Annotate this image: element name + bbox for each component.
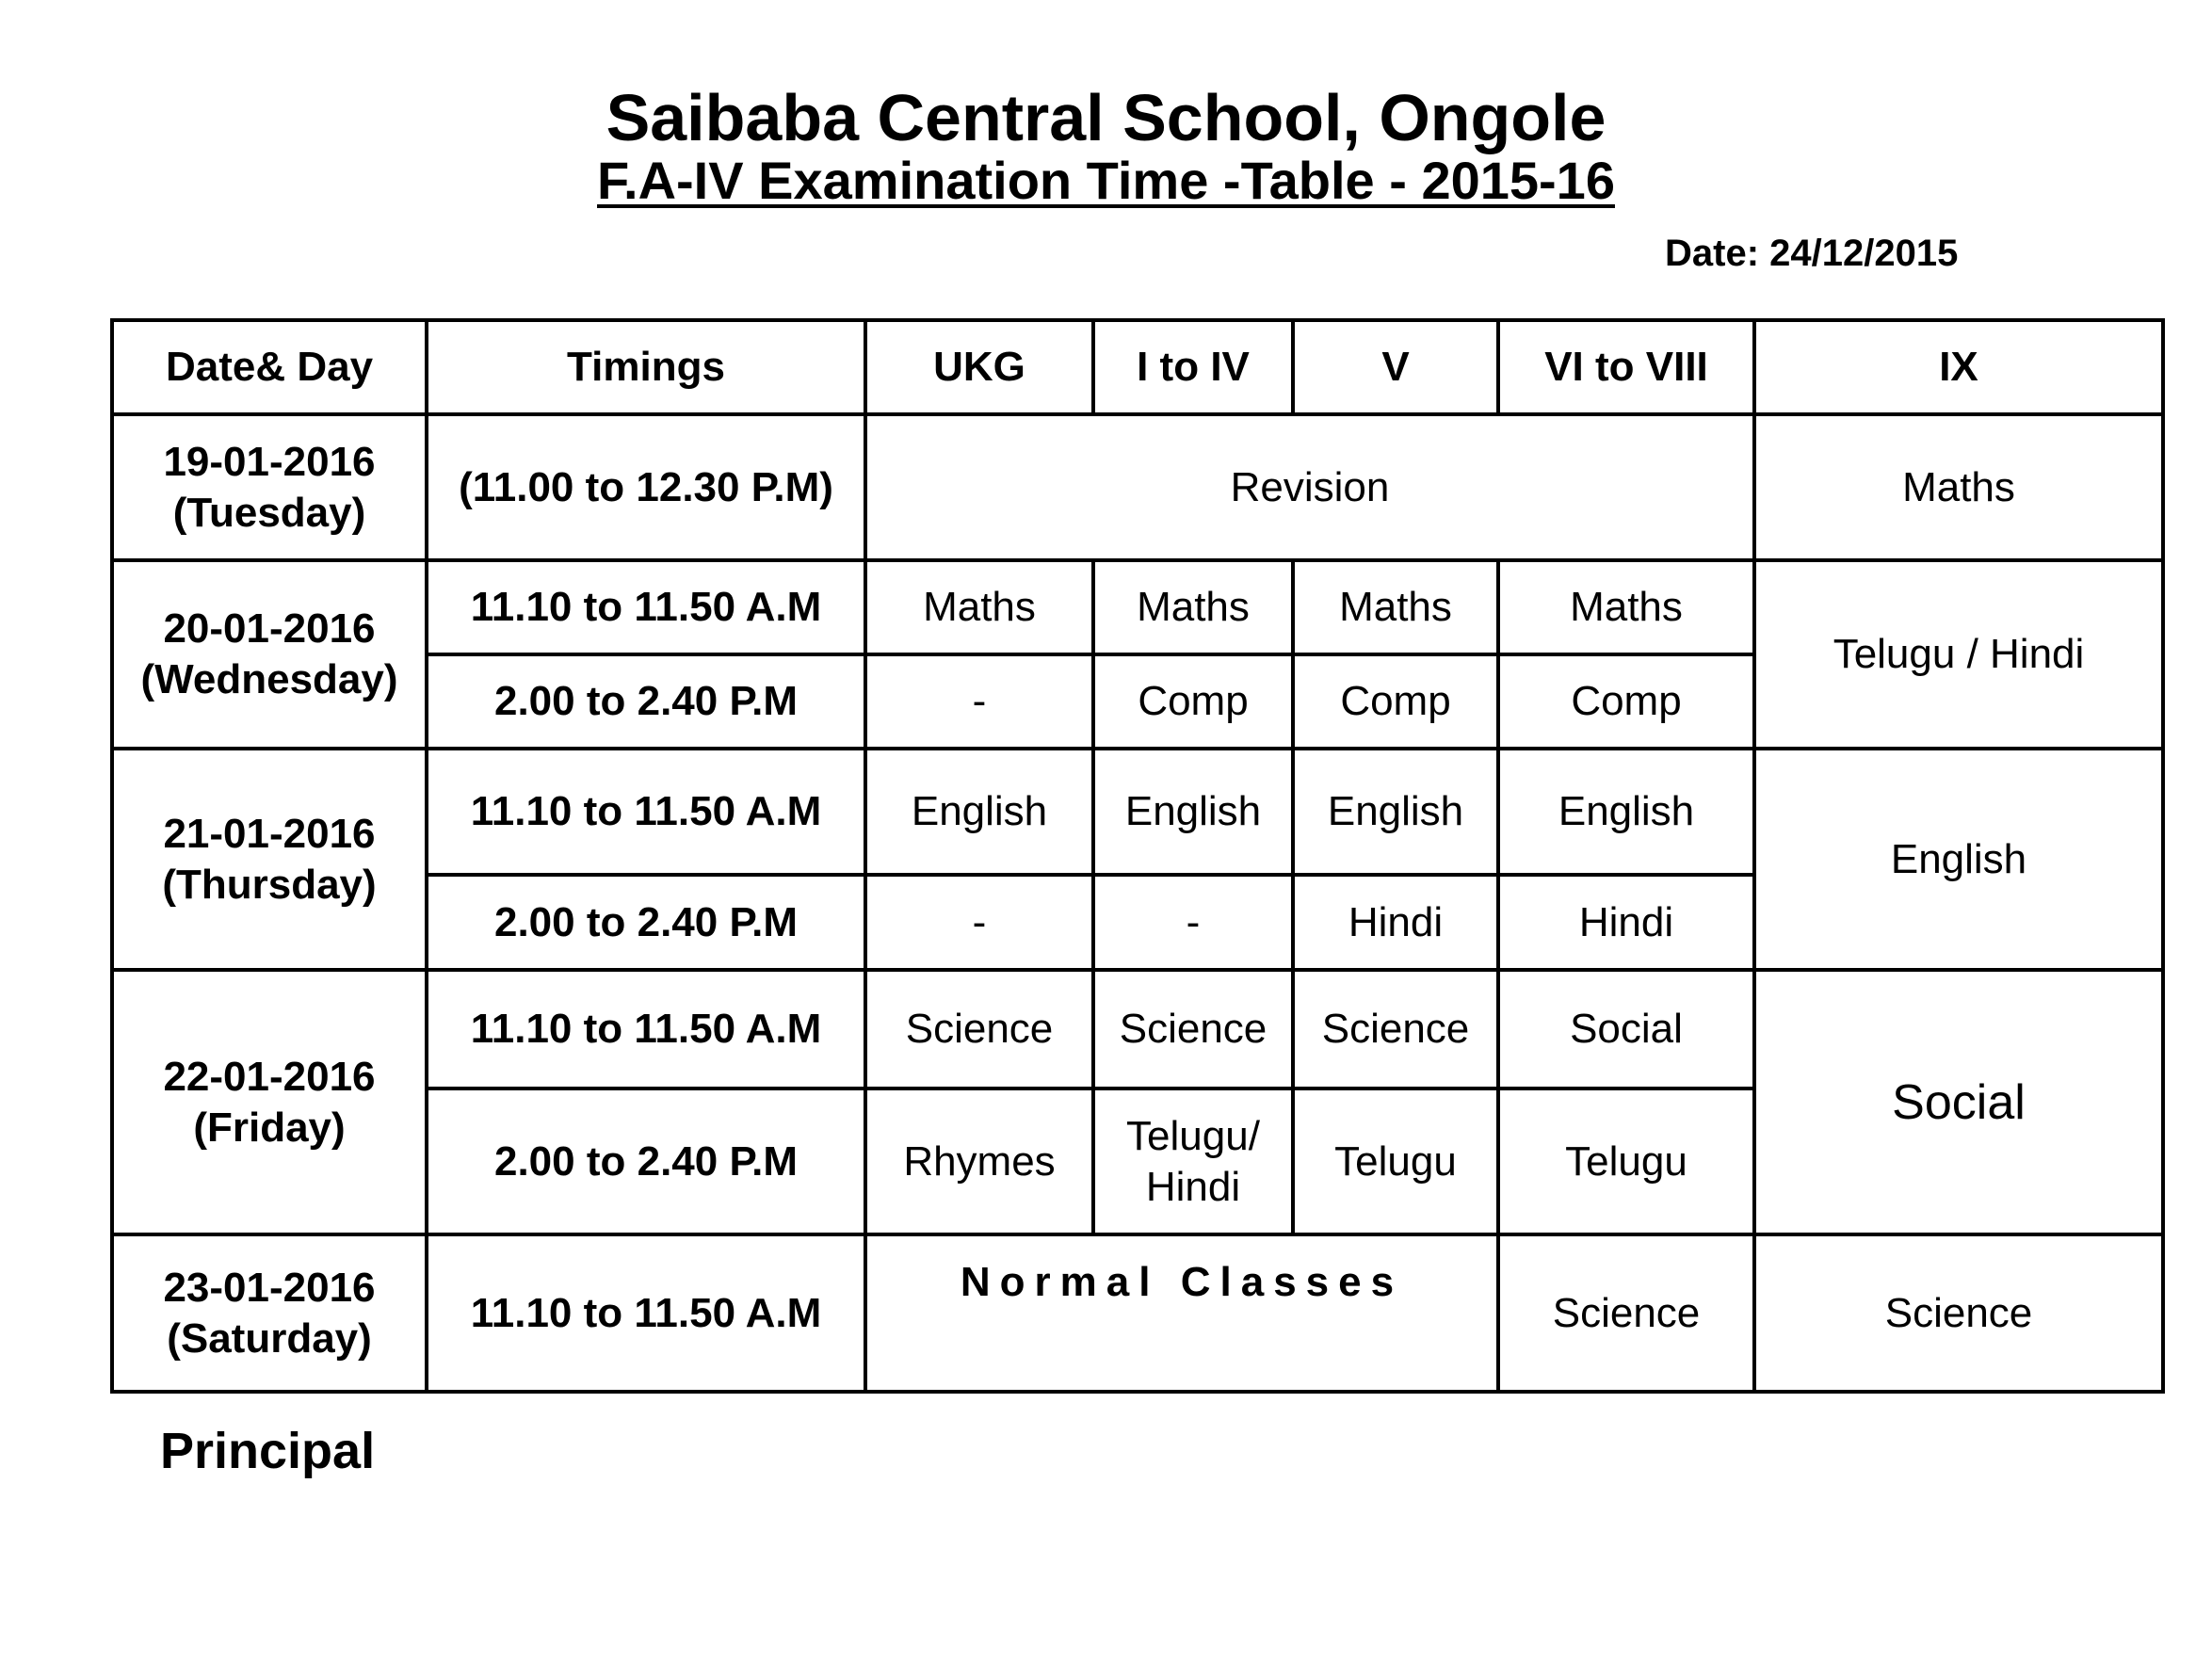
date-text: 22-01-2016 xyxy=(163,1053,376,1100)
ix-cell: Science xyxy=(1754,1234,2163,1392)
ukg-cell: Maths xyxy=(865,560,1093,654)
header-timings: Timings xyxy=(427,320,865,414)
vi-viii-cell: Hindi xyxy=(1498,875,1754,970)
date-text: 20-01-2016 xyxy=(163,605,376,652)
v-cell: Telugu xyxy=(1293,1089,1498,1234)
day-text: (Thursday) xyxy=(162,861,377,908)
header-vi-to-viii: VI to VIII xyxy=(1498,320,1754,414)
ix-cell: Maths xyxy=(1754,414,2163,560)
i-iv-cell: - xyxy=(1093,875,1293,970)
header-row xyxy=(112,320,2163,414)
ukg-cell: Rhymes xyxy=(865,1089,1093,1234)
header-date-day: Date& Day xyxy=(112,320,427,414)
date-text: 23-01-2016 xyxy=(163,1264,376,1311)
principal-signature-label: Principal xyxy=(160,1423,376,1479)
v-cell: Hindi xyxy=(1293,875,1498,970)
ix-cell: Social xyxy=(1754,970,2163,1234)
header-ukg: UKG xyxy=(865,320,1093,414)
v-cell: Science xyxy=(1293,970,1498,1089)
vi-viii-cell: Maths xyxy=(1498,560,1754,654)
v-cell: Maths xyxy=(1293,560,1498,654)
day-text: (Friday) xyxy=(193,1104,346,1151)
timing-cell: 11.10 to 11.50 A.M xyxy=(427,970,865,1089)
day-text: (Wednesday) xyxy=(140,656,398,702)
table-row xyxy=(112,414,2163,560)
header-i-to-iv: I to IV xyxy=(1093,320,1293,414)
header-v: V xyxy=(1293,320,1498,414)
header-ix: IX xyxy=(1754,320,2163,414)
timing-cell: 11.10 to 11.50 A.M xyxy=(427,749,865,875)
v-cell: Comp xyxy=(1293,654,1498,749)
date-cell xyxy=(112,749,427,970)
date-cell xyxy=(112,970,427,1234)
i-iv-cell: Comp xyxy=(1093,654,1293,749)
table-row xyxy=(112,970,2163,1089)
date-cell xyxy=(112,1234,427,1392)
day-text: (Saturday) xyxy=(167,1314,372,1362)
ix-cell: Telugu / Hindi xyxy=(1754,560,2163,749)
timing-cell: 2.00 to 2.40 P.M xyxy=(427,875,865,970)
school-name: Saibaba Central School, Ongole xyxy=(605,81,1607,154)
day-text: (Tuesday) xyxy=(172,489,366,536)
table-row xyxy=(112,749,2163,875)
exam-title: F.A-IV Examination Time -Table - 2015-16 xyxy=(597,151,1615,210)
ukg-cell: - xyxy=(865,654,1093,749)
date-cell xyxy=(112,560,427,749)
date-text: 21-01-2016 xyxy=(163,810,376,857)
vi-viii-cell: English xyxy=(1498,749,1754,875)
ukg-cell: Science xyxy=(865,970,1093,1089)
date-text: 19-01-2016 xyxy=(163,438,376,485)
timing-cell: 11.10 to 11.50 A.M xyxy=(427,1234,865,1392)
date-cell xyxy=(112,414,427,560)
i-iv-cell: Science xyxy=(1093,970,1293,1089)
ukg-cell: - xyxy=(865,875,1093,970)
v-cell: English xyxy=(1293,749,1498,875)
vi-viii-cell: Social xyxy=(1498,970,1754,1089)
i-iv-cell: English xyxy=(1093,749,1293,875)
vi-viii-cell: Comp xyxy=(1498,654,1754,749)
i-iv-cell xyxy=(1093,1089,1293,1234)
revision-cell: Revision xyxy=(865,414,1754,560)
timetable xyxy=(110,318,2165,1394)
i-iv-line2: Hindi xyxy=(1145,1163,1241,1210)
i-iv-cell: Maths xyxy=(1093,560,1293,654)
timing-cell: 11.10 to 11.50 A.M xyxy=(427,560,865,654)
normal-classes-cell: Normal Classes xyxy=(865,1234,1498,1392)
timing-cell: 2.00 to 2.40 P.M xyxy=(427,1089,865,1234)
issue-date: Date: 24/12/2015 xyxy=(1665,233,1959,274)
table-row xyxy=(112,560,2163,654)
i-iv-line1: Telugu/ xyxy=(1126,1112,1260,1159)
timing-cell: 2.00 to 2.40 P.M xyxy=(427,654,865,749)
ix-cell: English xyxy=(1754,749,2163,970)
timing-cell: (11.00 to 12.30 P.M) xyxy=(427,414,865,560)
ukg-cell: English xyxy=(865,749,1093,875)
table-row xyxy=(112,1234,2163,1392)
vi-viii-cell: Science xyxy=(1498,1234,1754,1392)
vi-viii-cell: Telugu xyxy=(1498,1089,1754,1234)
